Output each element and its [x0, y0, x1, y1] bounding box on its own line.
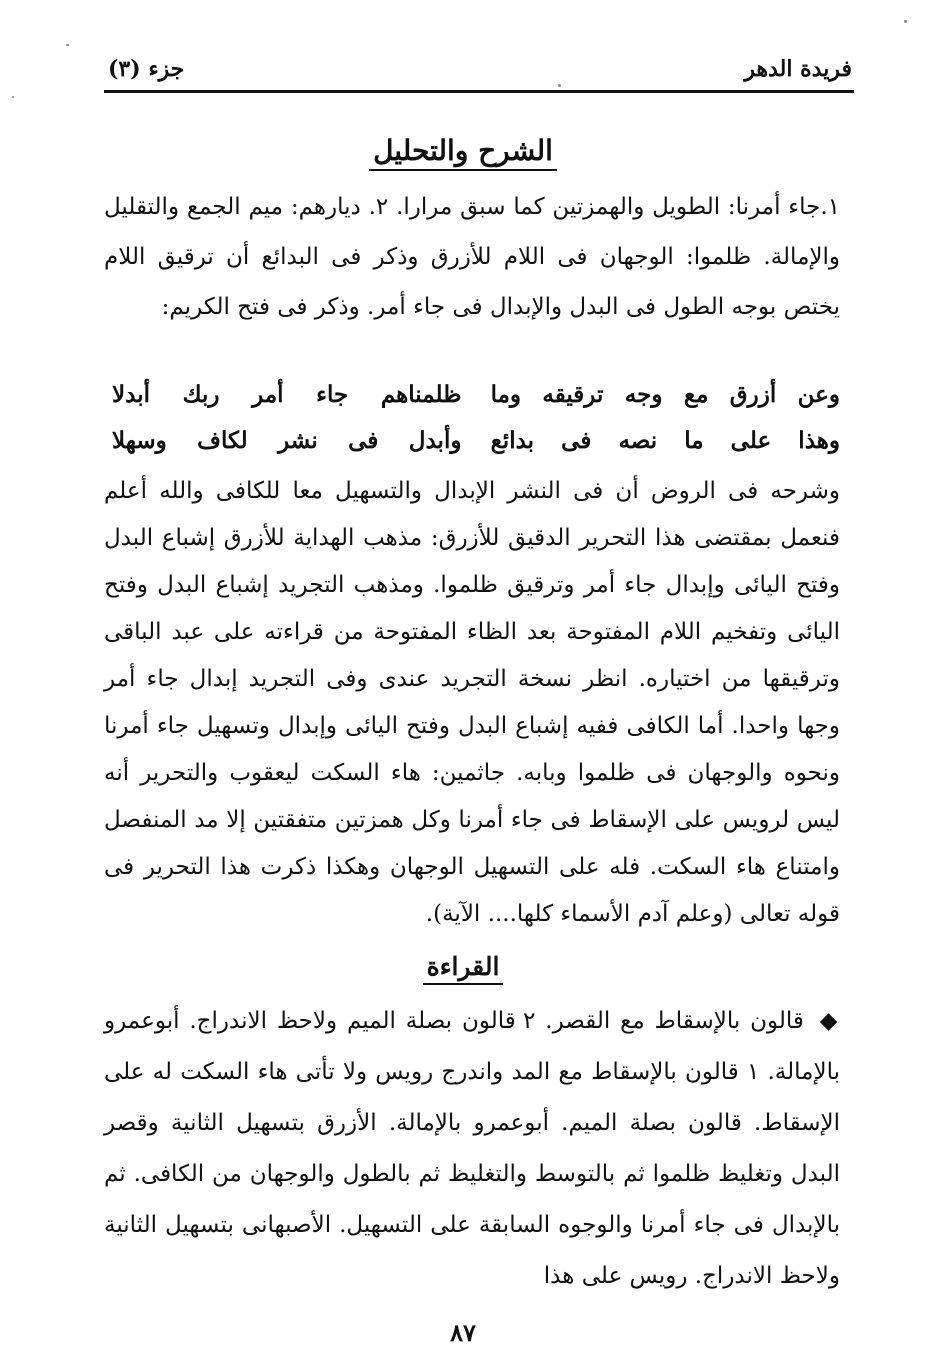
verse-first-hemistich: وعن أزرق مع وجه ترقيقه وما — [490, 381, 840, 408]
section-title-commentary — [0, 134, 926, 167]
section-title-reading — [0, 952, 926, 981]
scan-speck — [12, 96, 14, 98]
verse-first-hemistich: وهذا على ما نصه فى بدائع — [490, 427, 840, 454]
reading-text: قالون بالإسقاط مع القصر. ٢ قالون بصلة الميم ولاحظ الاندراج. أبوعمرو بالإمالة. ١ قالون بالإسقاط مع المد واندرج رويس ولا تأتى هاء السكت له على الإسقاط. قالون بصلة الميم. أبوعمرو بالإمالة. الأزرق بتسهيل الثانية وقصر البدل وتغليظ ظلموا ثم بالتوسط والتغليظ ثم بالطول والوجهان من الكافى. ثم بالإبدال فى جاء أمرنا والوجوه السابقة على التسهيل. الأصبهانى بتسهيل الثانية ولاحظ الاندراج. رويس على هذا — [104, 1008, 840, 1289]
verse-block — [112, 372, 840, 464]
scan-speck — [66, 44, 69, 46]
book-title: فريدة الدهر — [744, 56, 852, 82]
page-number: ٨٧ — [450, 1318, 476, 1347]
part-label: جزء (٣) — [108, 56, 185, 82]
verse-second-hemistich: ظلمناهم جاء أمر ربك أبدلا — [112, 381, 462, 408]
section-title-commentary-text: الشرح والتحليل — [369, 134, 557, 171]
running-header — [104, 52, 854, 93]
commentary-paragraph: وشرحه فى الروض أن فى النشر الإبدال والتسهيل معا للكافى والله أعلم فنعمل بمقتضى هذا التحرير الدقيق للأزرق: مذهب الهداية للأزرق إشباع البدل وفتح اليائى وإبدال جاء أمر وترقيق ظلموا. ومذهب التجريد إشباع البدل وفتح اليائى وتفخيم اللام المفتوحة بعد الظاء المفتوحة من قراءته على عبد الباقى وترقيقها من اختياره. انظر نسخة التجريد عندى وفى التجريد إبدال جاء أمر وجها واحدا. أما الكافى ففيه إشباع البدل وفتح اليائى وإبدال وتسهيل جاء أمرنا ونحوه والوجهان فى ظلموا وبابه. جاثمين: هاء السكت ليعقوب والتحرير أنه ليس لرويس على الإسقاط فى جاء أمرنا وكل همزتين متفقتين إلا مد المنفصل وامتناع هاء السكت. فله على التسهيل الوجهان وهكذا ذكرت هذا التحرير فى قوله تعالى (وعلم آدم الأسماء كلها.... الآية). — [104, 478, 840, 927]
reading-paragraph — [104, 996, 840, 1302]
scan-speck — [904, 20, 907, 23]
verse-line — [112, 372, 840, 418]
section-title-reading-text: القراءة — [423, 952, 504, 985]
verse-line — [112, 418, 840, 464]
intro-paragraph: ١.جاء أمرنا: الطويل والهمزتين كما سبق مرارا. ٢. ديارهم: ميم الجمع والتقليل والإمالة. ظلموا: الوجهان فى اللام للأزرق وذكر فى البدائع أن ترقيق اللام يختص بوجه الطول فى البدل والإبدال فى جاء أمر. وذكر فى فتح الكريم: — [104, 194, 841, 320]
verse-second-hemistich: وأبدل فى نشر لكاف وسهلا — [112, 427, 462, 454]
diamond-bullet-icon: ◆ — [819, 1008, 841, 1034]
